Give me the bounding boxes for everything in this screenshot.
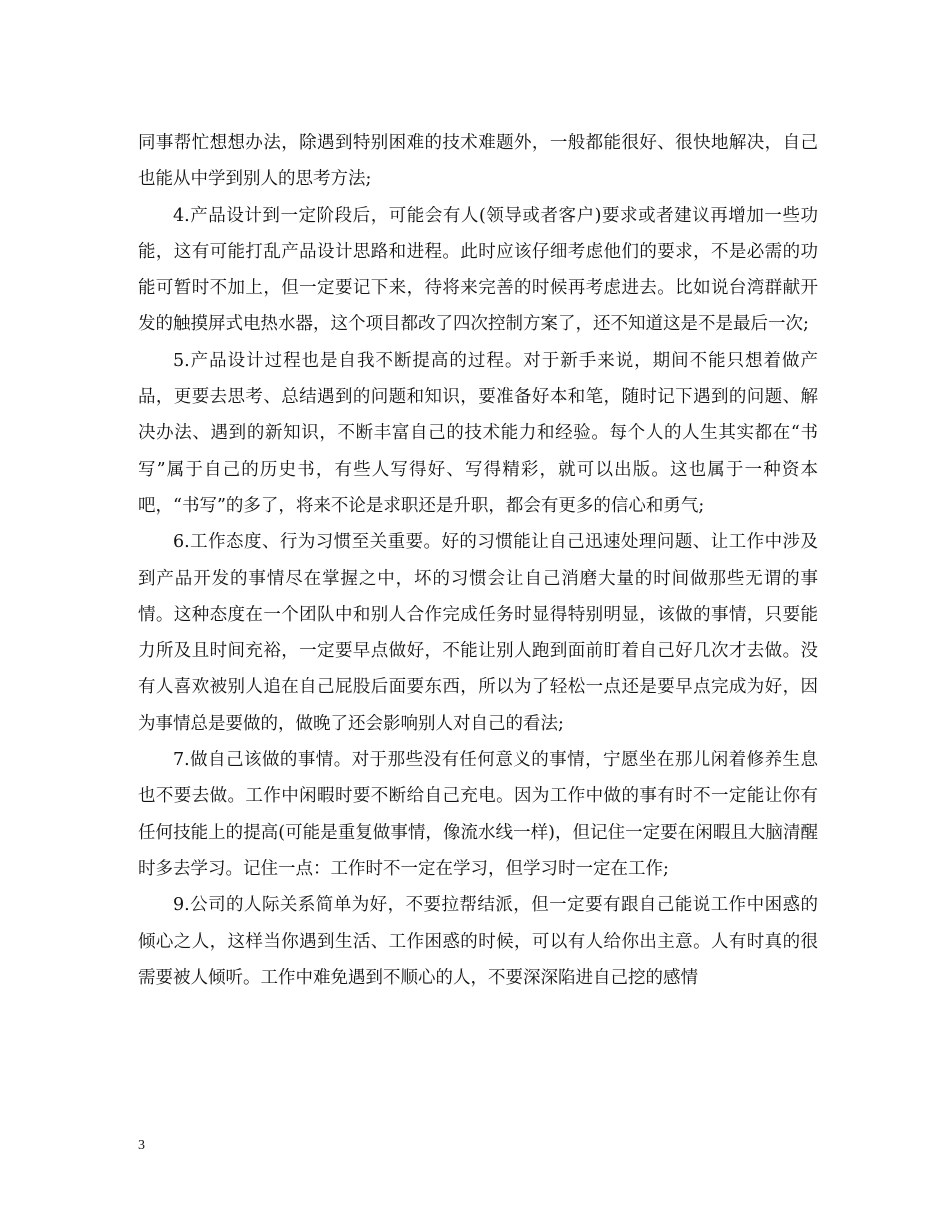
body-text bbox=[138, 125, 818, 996]
paragraph-item-9: 9.公司的人际关系简单为好，不要拉帮结派，但一定要有跟自己能说工作中困惑的倾心之人，这样当你遇到生活、工作困惑的时候，可以有人给你出主意。人有时真的很需要被人倾听。工作中难免遇到不顺心的人，不要深深陷进自己挖的感情 bbox=[138, 895, 818, 988]
paragraph-continuation: 同事帮忙想想办法，除遇到特别困难的技术难题外，一般都能很好、很快地解决，自己也能从中学到别人的思考方法; bbox=[138, 133, 818, 190]
paragraph-item-5: 5.产品设计过程也是自我不断提高的过程。对于新手来说，期间不能只想着做产品，更要去思考、总结遇到的问题和知识，要准备好本和笔，随时记下遇到的问题、解决办法、遇到的新知识，不断丰富自己的技术能力和经验。每个人的人生其实都在“书写”属于自己的历史书，有些人写得好、写得精彩，就可以出版。这也属于一种资本吧，“书写”的多了，将来不论是求职还是升职，都会有更多的信心和勇气; bbox=[138, 350, 818, 516]
paragraph-item-7: 7.做自己该做的事情。对于那些没有任何意义的事情，宁愿坐在那儿闲着修养生息也不要去做。工作中闲暇时要不断给自己充电。因为工作中做的事有时不一定能让你有任何技能上的提高(可能是重复做事情，像流水线一样)，但记住一定要在闲暇且大脑清醒时多去学习。记住一点：工作时不一定在学习，但学习时一定在工作; bbox=[138, 750, 818, 879]
page-number: 3 bbox=[138, 1138, 145, 1153]
paragraph-item-6: 6.工作态度、行为习惯至关重要。好的习惯能让自己迅速处理问题、让工作中涉及到产品开发的事情尽在掌握之中，坏的习惯会让自己消磨大量的时间做那些无谓的事情。这种态度在一个团队中和别人合作完成任务时显得特别明显，该做的事情，只要能力所及且时间充裕，一定要早点做好，不能让别人跑到面前盯着自己好几次才去做。没有人喜欢被别人追在自己屁股后面要东西，所以为了轻松一点还是要早点完成为好，因为事情总是要做的，做晚了还会影响别人对自己的看法; bbox=[138, 532, 818, 734]
paragraph-item-4: 4.产品设计到一定阶段后，可能会有人(领导或者客户)要求或者建议再增加一些功能，这有可能打乱产品设计思路和进程。此时应该仔细考虑他们的要求，不是必需的功能可暂时不加上，但一定要记下来，待将来完善的时候再考虑进去。比如说台湾群献开发的触摸屏式电热水器，这个项目都改了四次控制方案了，还不知道这是不是最后一次; bbox=[138, 205, 818, 335]
